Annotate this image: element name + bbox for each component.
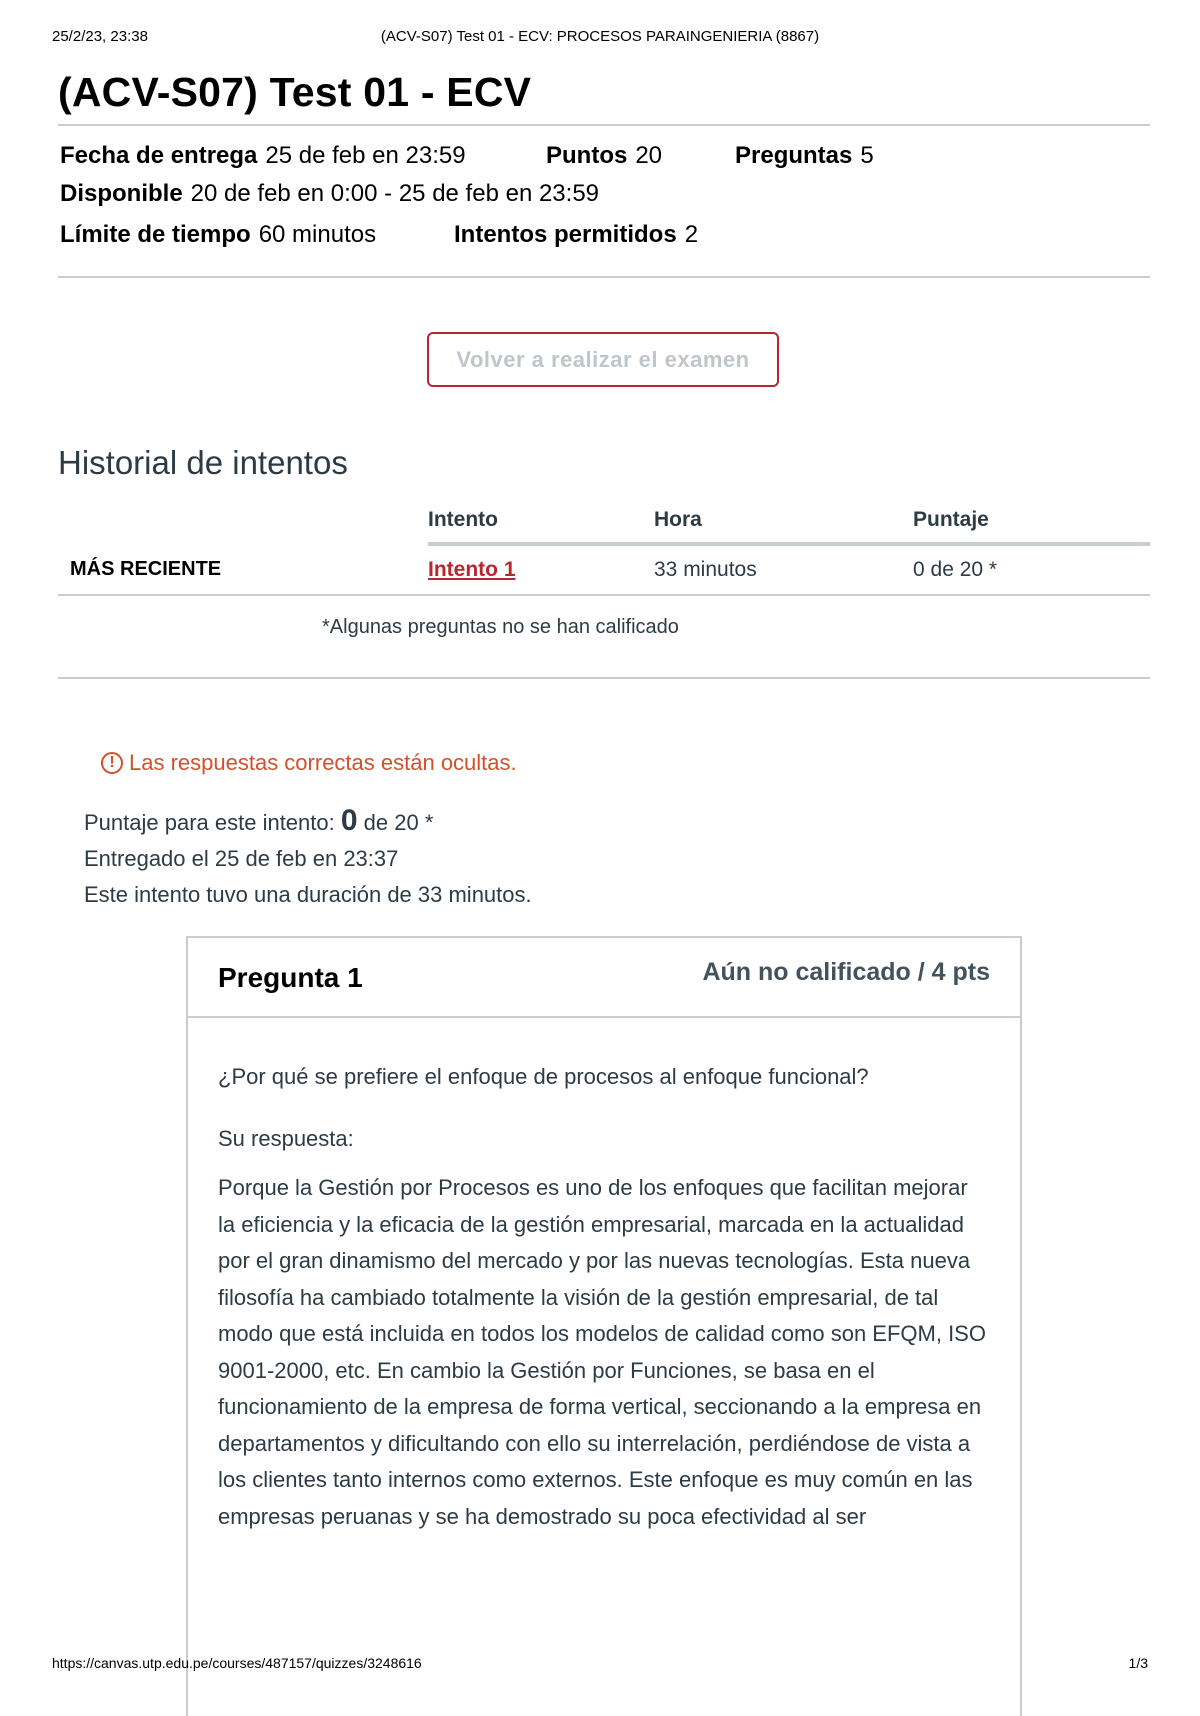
availability: Disponible 20 de feb en 0:00 - 25 de feb en 23:59 xyxy=(60,180,600,207)
print-document-title: (ACV-S07) Test 01 - ECV: PROCESOS PARAINGENIERIA (8867) xyxy=(380,28,820,45)
page-title: (ACV-S07) Test 01 - ECV xyxy=(58,69,532,115)
student-answer: Porque la Gestión por Procesos es uno de los enfoques que facilitan mejorar la eficiencia y la eficacia de la gestión empresarial, marcada en la actualidad por el gran dinamismo del mercado y por las nuevas tecnologías. Esta nueva filosofía ha cambiado totalmente la visión de la gestión empresarial, de tal modo que está incluida en todos los modelos de calidad como son EFQM, ISO 9001-2000, etc. En cambio la Gestión por Funciones, se basa en el funcionamiento de la empresa de forma vertical, seccionando a la empresa en departamentos y dificultando con ello su interrelación, perdiéndose de vista a los clientes tanto internos como externos. Este enfoque es muy común en las empresas peruanas y se ha demostrado su poca efectividad al ser xyxy=(218,1175,986,1529)
hidden-answers-text: Las respuestas correctas están ocultas. xyxy=(129,750,517,775)
attempt-time: 33 minutos xyxy=(654,544,913,595)
page-number: 1/3 xyxy=(1128,1655,1148,1671)
table-header-empty xyxy=(58,498,428,544)
retake-section xyxy=(58,278,1150,438)
print-date: 25/2/23, 23:38 xyxy=(52,28,148,45)
question-card-1 xyxy=(186,936,1022,1716)
time-limit: Límite de tiempo 60 minutos xyxy=(60,221,377,248)
attempt-cell xyxy=(428,544,654,595)
response-label: Su respuesta: xyxy=(218,1126,354,1151)
attempt-score-value: 0 xyxy=(340,804,358,837)
question-header xyxy=(188,938,1020,1018)
question-text: ¿Por qué se prefiere el enfoque de procesos al enfoque funcional? xyxy=(218,1064,869,1089)
attempt-history-heading: Historial de intentos xyxy=(58,444,348,481)
attempt-1-link[interactable]: Intento 1 xyxy=(428,558,516,581)
footnote-row xyxy=(58,596,1150,679)
question-title: Pregunta 1 xyxy=(218,962,363,993)
attempt-score-line: Puntaje para este intento: 0 de 20 * xyxy=(84,804,434,837)
most-recent-label: MÁS RECIENTE xyxy=(58,544,428,595)
attempt-score: 0 de 20 * xyxy=(913,544,1150,595)
points: Puntos 20 xyxy=(546,142,663,169)
retake-quiz-button[interactable]: Volver a realizar el examen xyxy=(427,332,779,387)
print-footer xyxy=(52,1655,1148,1675)
question-body xyxy=(188,1018,1020,1535)
attempt-duration: Este intento tuvo una duración de 33 minutos. xyxy=(84,882,532,907)
table-row xyxy=(58,544,1150,595)
attempt-history-table xyxy=(58,498,1150,596)
table-header-time: Hora xyxy=(654,498,913,544)
question-count: Preguntas 5 xyxy=(735,142,874,169)
ungraded-footnote: *Algunas preguntas no se han calificado xyxy=(322,616,679,638)
table-header-score: Puntaje xyxy=(913,498,1150,544)
due-date: Fecha de entrega 25 de feb en 23:59 xyxy=(60,142,466,169)
submitted-date: Entregado el 25 de feb en 23:37 xyxy=(84,846,399,871)
quiz-content xyxy=(58,62,1150,1529)
warning-icon: ! xyxy=(101,752,123,774)
table-header-row xyxy=(58,498,1150,544)
question-status: Aún no calificado / 4 pts xyxy=(702,958,990,986)
attempt-summary xyxy=(84,803,532,913)
hidden-answers-notice xyxy=(101,750,517,776)
quiz-details xyxy=(58,126,1150,276)
allowed-attempts: Intentos permitidos 2 xyxy=(454,221,699,248)
print-url: https://canvas.utp.edu.pe/courses/487157/quizzes/3248616 xyxy=(52,1655,422,1671)
print-header xyxy=(52,28,1148,48)
table-header-attempt: Intento xyxy=(428,498,654,544)
